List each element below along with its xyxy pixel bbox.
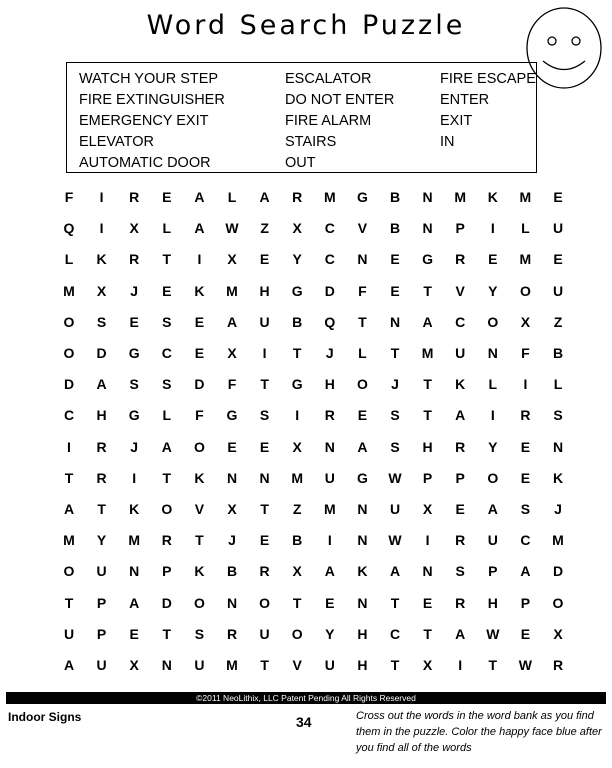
grid-letter: E: [520, 625, 531, 642]
grid-letter: T: [162, 625, 172, 642]
grid-letter: A: [96, 376, 107, 393]
grid-letter: Y: [488, 438, 498, 455]
grid-letter: R: [226, 625, 238, 642]
grid-letter: Y: [96, 532, 107, 549]
grid-letter: E: [162, 282, 172, 299]
grid-letter: T: [260, 376, 269, 393]
grid-letter: O: [487, 313, 499, 330]
grid-letter: X: [227, 345, 237, 361]
word-bank-item: EMERGENCY EXIT: [79, 113, 209, 129]
grid-letter: N: [324, 438, 335, 455]
grid-letter: D: [161, 594, 172, 611]
grid-letter: W: [518, 657, 532, 673]
grid-letter: B: [552, 345, 564, 361]
grid-letter: H: [357, 625, 368, 642]
grid-letter: I: [99, 220, 104, 237]
grid-letter: S: [259, 407, 270, 424]
grid-letter: V: [292, 657, 302, 673]
grid-letter: T: [64, 594, 74, 611]
grid-letter: D: [194, 376, 205, 393]
grid-letter: S: [162, 376, 172, 393]
grid-letter: X: [292, 220, 302, 237]
grid-letter: N: [422, 563, 433, 580]
grid-letter: X: [422, 657, 433, 673]
grid-letter: P: [455, 469, 465, 486]
grid-letter: S: [129, 376, 139, 393]
grid-letter: N: [422, 220, 433, 237]
grid-letter: P: [96, 594, 107, 611]
grid-letter: T: [292, 594, 302, 611]
grid-letter: I: [327, 532, 332, 549]
grid-letter: O: [193, 438, 205, 455]
grid-letter: O: [63, 313, 75, 330]
grid-letter: I: [425, 532, 430, 549]
grid-letter: G: [291, 282, 303, 299]
grid-letter: E: [520, 469, 531, 486]
grid-letter: B: [389, 220, 401, 237]
grid-letter: K: [194, 563, 205, 580]
grid-letter: W: [388, 469, 402, 486]
grid-letter: U: [487, 532, 498, 549]
grid-letter: O: [259, 594, 271, 611]
grid-letter: E: [259, 251, 270, 268]
grid-letter: M: [552, 532, 564, 549]
grid-letter: O: [519, 282, 531, 299]
grid-letter: F: [227, 376, 237, 393]
grid-letter: T: [97, 501, 106, 517]
word-bank-item: ESCALATOR: [285, 71, 372, 87]
grid-letter: A: [259, 189, 270, 205]
grid-letter: N: [226, 469, 238, 486]
grid-letter: S: [96, 313, 107, 330]
grid-letter: K: [194, 282, 205, 299]
grid-letter: A: [63, 657, 75, 673]
grid-letter: R: [552, 657, 564, 673]
grid-letter: I: [458, 657, 463, 673]
grid-letter: M: [128, 532, 141, 549]
grid-letter: S: [553, 407, 563, 424]
grid-letter: I: [490, 407, 495, 424]
grid-letter: N: [389, 313, 401, 330]
grid-letter: X: [520, 313, 531, 330]
copyright-bar: ©2011 NeoLithix, LLC Patent Pending All Rights Reserved: [6, 692, 606, 704]
grid-letter: N: [487, 345, 498, 361]
grid-letter: A: [455, 407, 466, 424]
grid-letter: T: [195, 532, 204, 549]
grid-letter: K: [455, 376, 466, 393]
grid-letter: M: [291, 469, 304, 486]
grid-letter: L: [521, 220, 530, 237]
grid-letter: R: [129, 251, 140, 268]
grid-letter: X: [96, 282, 107, 299]
grid-letter: U: [552, 282, 564, 299]
grid-letter: R: [161, 532, 172, 549]
grid-letter: S: [390, 407, 400, 424]
grid-letter: E: [227, 438, 237, 455]
grid-letter: L: [64, 251, 74, 268]
grid-letter: U: [259, 313, 270, 330]
grid-letter: V: [357, 220, 368, 237]
grid-letter: X: [553, 625, 563, 642]
grid-letter: E: [553, 189, 563, 205]
grid-letter: I: [67, 438, 71, 455]
grid-letter: R: [455, 532, 466, 549]
grid-letter: Z: [553, 313, 563, 330]
grid-letter: M: [63, 532, 75, 549]
grid-letter: C: [324, 220, 335, 237]
grid-letter: U: [63, 625, 75, 642]
grid-letter: C: [389, 625, 401, 642]
grid-letter: S: [162, 313, 172, 330]
grid-letter: E: [162, 189, 172, 205]
grid-letter: K: [552, 469, 564, 486]
grid-letter: X: [129, 220, 139, 237]
grid-letter: F: [358, 282, 367, 299]
grid-letter: O: [552, 594, 564, 611]
grid-letter: R: [455, 251, 466, 268]
grid-letter: I: [523, 376, 528, 393]
word-bank-item: FIRE ALARM: [285, 113, 372, 129]
grid-letter: G: [356, 469, 368, 486]
word-bank-item: ENTER: [440, 92, 490, 108]
grid-letter: K: [487, 189, 498, 205]
grid-letter: G: [226, 407, 238, 424]
grid-letter: E: [520, 438, 531, 455]
grid-letter: M: [323, 189, 336, 205]
grid-letter: T: [423, 407, 432, 424]
grid-letter: S: [194, 625, 205, 642]
grid-letter: W: [486, 625, 500, 642]
grid-letter: O: [63, 563, 75, 580]
grid-letter: E: [259, 438, 270, 455]
grid-letter: R: [520, 407, 531, 424]
grid-letter: I: [295, 407, 300, 424]
grid-letter: K: [129, 501, 140, 517]
grid-letter: O: [63, 345, 75, 361]
grid-letter: U: [389, 501, 401, 517]
grid-letter: G: [128, 345, 140, 361]
grid-letter: S: [455, 563, 465, 580]
grid-letter: S: [390, 438, 400, 455]
grid-letter: T: [64, 469, 74, 486]
grid-letter: P: [520, 594, 531, 611]
grid-letter: P: [488, 563, 498, 580]
grid-letter: X: [422, 501, 433, 517]
grid-letter: E: [129, 313, 139, 330]
grid-letter: E: [390, 251, 400, 268]
grid-letter: N: [552, 438, 564, 455]
word-bank-item: AUTOMATIC DOOR: [79, 155, 211, 171]
grid-letter: E: [390, 282, 400, 299]
grid-letter: N: [422, 189, 433, 205]
grid-letter: T: [390, 657, 400, 673]
grid-letter: K: [194, 469, 205, 486]
grid-letter: U: [552, 220, 564, 237]
grid-letter: P: [96, 625, 107, 642]
grid-letter: G: [128, 407, 140, 424]
grid-letter: C: [161, 345, 172, 361]
grid-letter: H: [324, 376, 335, 393]
grid-letter: N: [129, 563, 140, 580]
grid-letter: I: [99, 189, 104, 205]
grid-letter: T: [358, 313, 367, 330]
grid-letter: R: [129, 189, 140, 205]
grid-letter: U: [194, 657, 205, 673]
grid-letter: H: [422, 438, 433, 455]
grid-letter: F: [195, 407, 204, 424]
page-number: 34: [296, 714, 312, 730]
grid-letter: L: [553, 376, 563, 393]
grid-letter: U: [324, 657, 335, 673]
grid-letter: U: [324, 469, 335, 486]
grid-letter: D: [324, 282, 335, 299]
grid-letter: M: [519, 251, 532, 268]
grid-letter: T: [162, 469, 172, 486]
grid-letter: E: [553, 251, 563, 268]
grid-letter: O: [193, 594, 205, 611]
grid-letter: N: [357, 532, 368, 549]
grid-letter: T: [423, 376, 432, 393]
grid-letter: A: [161, 438, 172, 455]
grid-letter: K: [357, 563, 368, 580]
grid-letter: A: [389, 563, 401, 580]
grid-letter: W: [225, 220, 239, 237]
page-title: Word Search Puzzle: [146, 10, 466, 41]
grid-letter: N: [161, 657, 172, 673]
grid-letter: I: [262, 345, 267, 361]
grid-letter: Q: [324, 313, 336, 330]
grid-letter: H: [487, 594, 498, 611]
grid-letter: Z: [260, 220, 269, 237]
grid-letter: R: [96, 438, 107, 455]
grid-letter: L: [488, 376, 498, 393]
grid-letter: X: [227, 501, 237, 517]
grid-letter: H: [96, 407, 107, 424]
grid-letter: Q: [63, 220, 75, 237]
grid-letter: R: [96, 469, 107, 486]
grid-letter: H: [357, 657, 368, 673]
grid-letter: W: [388, 532, 402, 549]
grid-letter: L: [162, 220, 172, 237]
grid-letter: L: [358, 345, 367, 361]
grid-letter: M: [323, 501, 336, 517]
grid-letter: B: [226, 563, 238, 580]
grid-letter: C: [520, 532, 531, 549]
grid-letter: P: [162, 563, 172, 580]
grid-letter: C: [324, 251, 335, 268]
grid-letter: X: [129, 657, 139, 673]
grid-letter: A: [63, 501, 75, 517]
grid-letter: I: [197, 251, 202, 268]
grid-letter: U: [96, 563, 107, 580]
grid-letter: H: [259, 282, 270, 299]
word-bank-item: DO NOT ENTER: [285, 92, 395, 108]
word-bank-item: FIRE EXTINGUISHER: [79, 92, 225, 108]
word-bank-item: ELEVATOR: [79, 134, 154, 150]
grid-letter: O: [487, 469, 499, 486]
grid-letter: T: [260, 657, 269, 673]
grid-letter: M: [454, 189, 467, 205]
grid-letter: E: [259, 532, 270, 549]
grid-letter: O: [291, 625, 303, 642]
grid-letter: T: [488, 657, 498, 673]
word-bank-item: FIRE ESCAPE: [440, 71, 536, 87]
grid-letter: A: [455, 625, 466, 642]
grid-letter: E: [357, 407, 368, 424]
grid-letter: L: [162, 407, 172, 424]
grid-letter: C: [455, 313, 466, 330]
grid-letter: J: [130, 438, 139, 455]
grid-letter: R: [292, 189, 303, 205]
grid-letter: E: [194, 313, 205, 330]
grid-letter: M: [226, 282, 238, 299]
grid-letter: X: [292, 438, 302, 455]
grid-letter: T: [292, 345, 302, 361]
grid-letter: X: [227, 251, 237, 268]
grid-letter: A: [357, 438, 368, 455]
grid-letter: Z: [292, 501, 302, 517]
grid-letter: M: [519, 189, 532, 205]
grid-letter: E: [422, 594, 433, 611]
grid-letter: R: [455, 438, 466, 455]
grid-letter: A: [487, 501, 498, 517]
puzzle-category: Indoor Signs: [8, 710, 82, 724]
grid-letter: J: [130, 282, 139, 299]
grid-letter: V: [455, 282, 465, 299]
grid-letter: M: [63, 282, 75, 299]
word-bank-item: IN: [440, 134, 455, 150]
grid-letter: N: [357, 594, 368, 611]
grid-letter: R: [259, 563, 270, 580]
grid-letter: K: [96, 251, 107, 268]
grid-letter: J: [228, 532, 236, 549]
grid-letter: G: [422, 251, 434, 268]
grid-letter: T: [390, 594, 400, 611]
grid-letter: P: [455, 220, 465, 237]
word-bank-item: WATCH YOUR STEP: [79, 71, 219, 87]
grid-letter: G: [356, 189, 368, 205]
grid-letter: B: [292, 532, 303, 549]
grid-letter: I: [132, 469, 137, 486]
grid-letter: T: [423, 625, 432, 642]
grid-letter: U: [455, 345, 466, 361]
word-bank-item: EXIT: [440, 113, 473, 129]
grid-letter: P: [422, 469, 433, 486]
grid-letter: G: [291, 376, 303, 393]
grid-letter: R: [324, 407, 335, 424]
grid-letter: A: [520, 563, 531, 580]
grid-letter: B: [389, 189, 401, 205]
grid-letter: C: [63, 407, 75, 424]
grid-letter: N: [226, 594, 238, 611]
grid-letter: E: [194, 345, 205, 361]
grid-letter: F: [64, 189, 74, 205]
word-bank-item: STAIRS: [285, 134, 337, 150]
grid-letter: N: [357, 501, 368, 517]
instructions-text: Cross out the words in the word bank as you find them in the puzzle. Color the happy face blue after you find all of the words: [356, 710, 602, 754]
grid-letter: S: [520, 501, 531, 517]
grid-letter: Y: [325, 625, 335, 642]
grid-letter: R: [455, 594, 466, 611]
grid-letter: J: [391, 376, 399, 393]
grid-letter: B: [292, 313, 303, 330]
grid-letter: A: [422, 313, 433, 330]
grid-letter: F: [521, 345, 530, 361]
grid-letter: E: [325, 594, 335, 611]
grid-letter: A: [194, 189, 205, 205]
word-bank: [66, 62, 537, 173]
grid-letter: N: [259, 469, 270, 486]
grid-letter: V: [194, 501, 205, 517]
grid-letter: E: [488, 251, 498, 268]
grid-letter: U: [259, 625, 270, 642]
grid-letter: U: [96, 657, 107, 673]
grid-letter: A: [129, 594, 140, 611]
grid-letter: D: [96, 345, 107, 361]
grid-letter: M: [421, 345, 434, 361]
grid-letter: T: [390, 345, 400, 361]
grid-letter: A: [226, 313, 238, 330]
grid-letter: J: [325, 345, 334, 361]
grid-letter: T: [162, 251, 172, 268]
grid-letter: X: [292, 563, 302, 580]
grid-letter: L: [227, 189, 237, 205]
grid-letter: T: [260, 501, 269, 517]
grid-letter: O: [356, 376, 368, 393]
grid-letter: I: [490, 220, 495, 237]
grid-letter: A: [194, 220, 205, 237]
grid-letter: D: [552, 563, 564, 580]
grid-letter: Y: [292, 251, 302, 268]
grid-letter: D: [63, 376, 75, 393]
grid-letter: O: [161, 501, 173, 517]
grid-letter: Y: [488, 282, 498, 299]
grid-letter: N: [357, 251, 368, 268]
grid-letter: T: [423, 282, 432, 299]
grid-letter: E: [455, 501, 465, 517]
word-bank-item: OUT: [285, 155, 316, 171]
grid-letter: J: [554, 501, 562, 517]
grid-letter: A: [324, 563, 335, 580]
grid-letter: E: [129, 625, 139, 642]
grid-letter: M: [226, 657, 238, 673]
